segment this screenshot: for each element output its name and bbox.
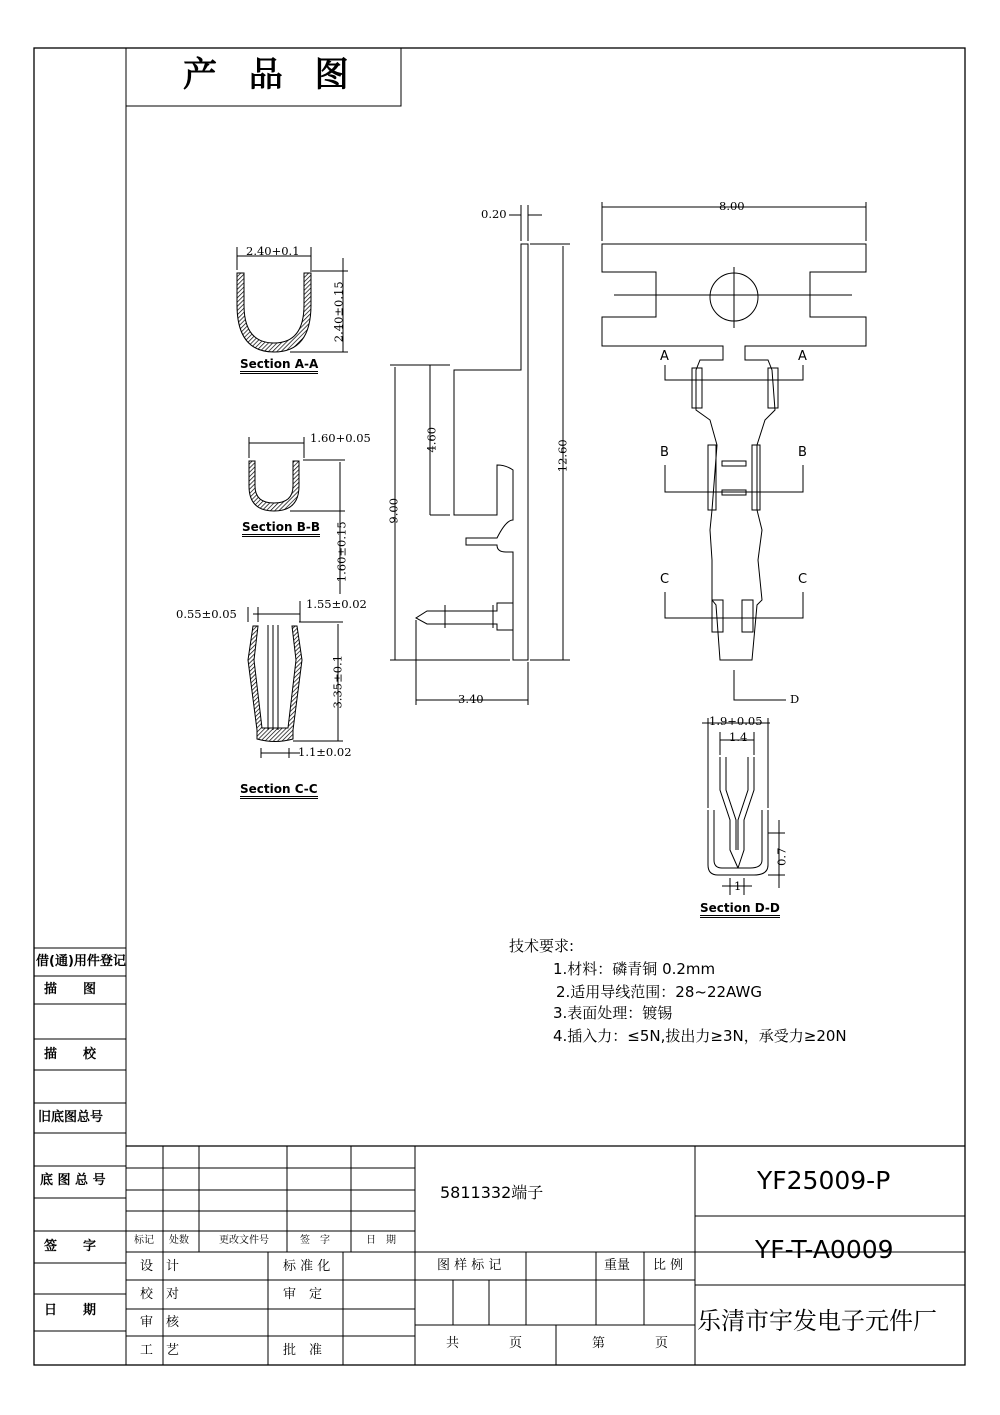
rev-header-sign: 签 字 xyxy=(300,1235,330,1246)
tech-heading: 技术要求: xyxy=(509,937,575,955)
sample-mark-label: 图 样 标 记 xyxy=(437,1258,502,1273)
document-number: YF-T-A0009 xyxy=(755,1235,894,1264)
cc-top-dim: 1.55±0.02 xyxy=(306,597,367,611)
side-thickness-dim: 0.20 xyxy=(481,207,507,221)
tech-item-4: 4.插入力：≤5N,拔出力≥3N，承受力≥20N xyxy=(553,1027,847,1045)
cc-height-dim: 3.35±0.1 xyxy=(330,654,345,709)
cut-c-left: C xyxy=(660,572,670,587)
section-aa-label: Section A-A xyxy=(240,358,318,374)
rev-header-date: 日 期 xyxy=(366,1235,396,1246)
side-1260-dim: 12.60 xyxy=(555,439,570,473)
page2-label: 页 xyxy=(655,1336,669,1351)
total-label: 共 xyxy=(446,1336,460,1351)
section-cc-drawing xyxy=(248,601,343,758)
drawing-number: YF25009-P xyxy=(757,1166,891,1195)
role-authorize: 批 准 xyxy=(283,1343,323,1358)
side-900-dim: 9.00 xyxy=(386,497,401,524)
bb-width-dim: 1.60+0.05 xyxy=(310,431,371,445)
left-date-label: 日 期 xyxy=(44,1303,97,1318)
cc-bottom-dim: 1.1±0.02 xyxy=(298,745,352,759)
page-label: 页 xyxy=(509,1336,523,1351)
side-view-drawing xyxy=(386,205,570,705)
role-proofread: 校 对 xyxy=(140,1287,180,1302)
scale-label: 比 例 xyxy=(653,1258,684,1273)
top-view-drawing xyxy=(602,199,866,700)
cut-b-right: B xyxy=(798,445,807,460)
cut-a-left: A xyxy=(660,349,669,364)
aa-width-dim: 2.40+0.1 xyxy=(246,244,300,258)
cut-c-right: C xyxy=(798,572,808,587)
cc-left-dim: 0.55±0.05 xyxy=(176,607,237,621)
rev-header-count: 处数 xyxy=(169,1235,189,1246)
role-review: 审 核 xyxy=(140,1315,180,1330)
side-340-dim: 3.40 xyxy=(458,692,484,706)
left-old-no-label: 旧底图总号 xyxy=(38,1110,104,1125)
weight-label: 重量 xyxy=(604,1258,631,1273)
tech-item-1: 1.材料：磷青铜 0.2mm xyxy=(553,960,716,978)
role-design: 设 计 xyxy=(140,1259,180,1274)
left-register-label: 借(通)用件登记 xyxy=(36,954,126,969)
top-800-dim: 8.00 xyxy=(719,199,745,213)
role-standard: 标 准 化 xyxy=(283,1259,331,1274)
section-cc-label: Section C-C xyxy=(240,783,318,799)
left-base-no-label: 底 图 总 号 xyxy=(40,1173,106,1188)
tech-item-2: 2.适用导线范围：28~22AWG xyxy=(556,983,762,1001)
left-check-label: 描 校 xyxy=(44,1047,97,1062)
section-dd-drawing xyxy=(702,714,785,895)
left-column-grid xyxy=(34,948,126,1331)
page-title: 产 品 图 xyxy=(183,55,359,95)
role-process: 工 艺 xyxy=(140,1343,180,1358)
tech-item-3: 3.表面处理：镀锡 xyxy=(553,1004,673,1022)
role-approve: 审 定 xyxy=(283,1287,323,1302)
bb-height-dim: 1.60±0.15 xyxy=(334,521,349,583)
product-name: 5811332端子 xyxy=(440,1183,544,1202)
side-46-dim: 4.60 xyxy=(424,426,439,453)
section-bb-drawing xyxy=(249,437,345,594)
section-bb-label: Section B-B xyxy=(242,521,320,537)
cut-d-label: D xyxy=(790,692,800,706)
aa-height-dim: 2.40±0.15 xyxy=(331,281,346,343)
rev-header-doc: 更改文件号 xyxy=(219,1235,269,1246)
dd-07-dim: 0.7 xyxy=(774,847,789,866)
cut-a-right: A xyxy=(798,349,807,364)
dd-width-dim: 1.9+0.05 xyxy=(709,714,763,728)
left-sign-label: 签 字 xyxy=(44,1239,97,1254)
cut-b-left: B xyxy=(660,445,669,460)
dd-1-dim: 1 xyxy=(734,879,742,893)
company-name: 乐清市宇发电子元件厂 xyxy=(697,1307,937,1335)
left-trace-label: 描 图 xyxy=(44,982,97,997)
section-dd-label: Section D-D xyxy=(700,902,780,918)
sheet-no-label: 第 xyxy=(592,1336,606,1351)
dd-inner-dim: 1.4 xyxy=(729,730,748,744)
rev-header-mark: 标记 xyxy=(134,1235,154,1246)
